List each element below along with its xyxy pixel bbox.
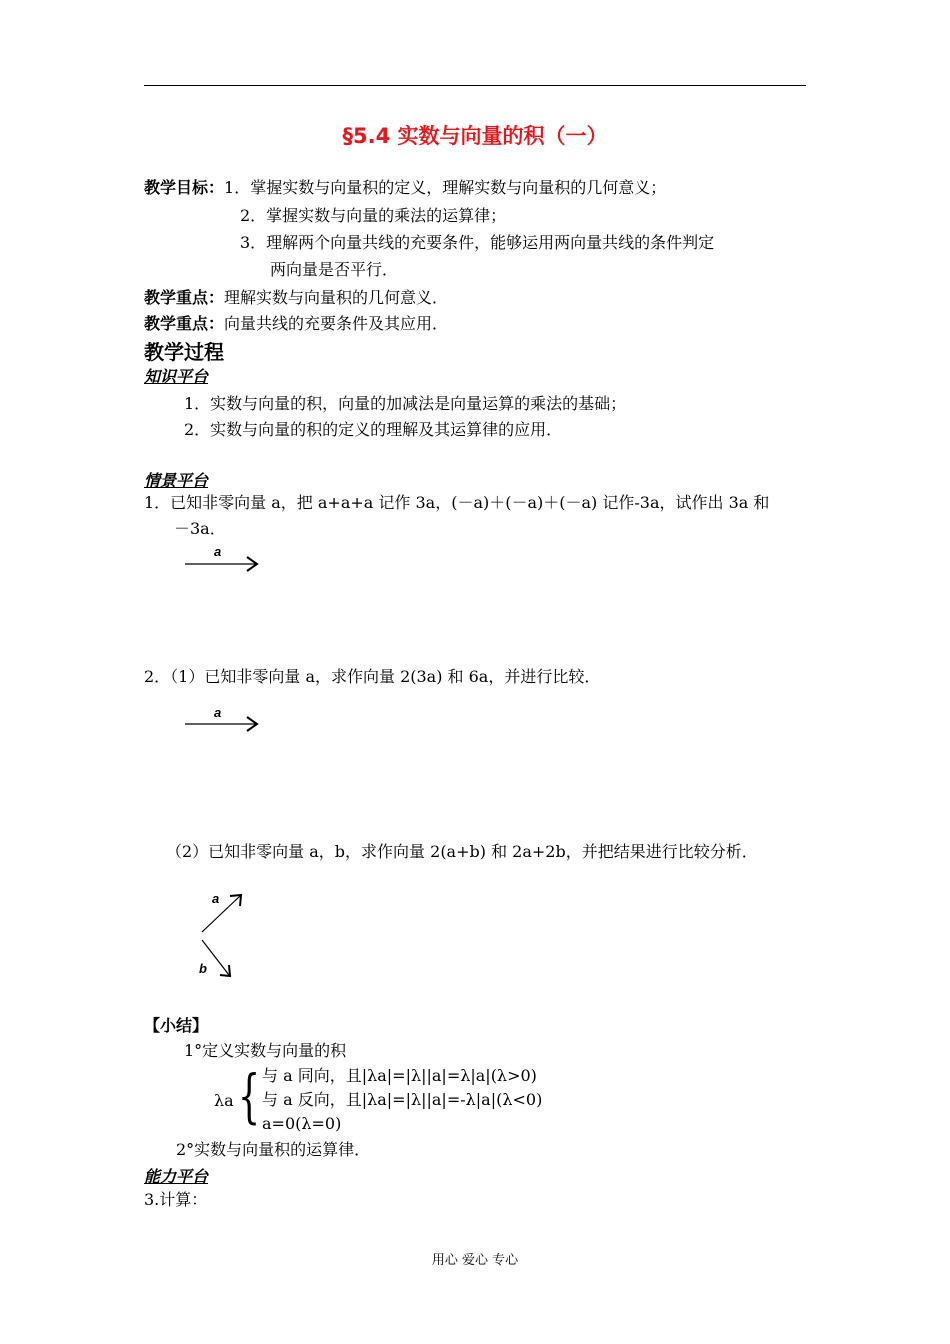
vector-a-label: a	[212, 891, 220, 906]
vector-b-label: b	[199, 961, 207, 976]
summary-point-1: 1°定义实数与向量的积	[184, 1041, 347, 1060]
summary-case-2: 与 a 反向，且|λa|=|λ||a|=-λ|a|(λ<0)	[262, 1090, 543, 1109]
difficult-point-label: 教学重点：	[144, 314, 225, 333]
vector-a-label: a	[214, 705, 222, 720]
difficult-point-text: 向量共线的充要条件及其应用．	[224, 314, 449, 333]
objective-item: 3．理解两个向量共线的充要条件，能够运用两向量共线的条件判定	[240, 233, 715, 252]
vector-a-arrow	[185, 715, 265, 735]
question-2-part-2: （2）已知非零向量 a，b，求作向量 2(a+b) 和 2a+2b，并把结果进行比较分析．	[166, 842, 758, 861]
knowledge-item: 2．实数与向量的积的定义的理解及其运算律的应用．	[184, 420, 563, 439]
process-heading: 教学过程	[144, 340, 224, 364]
page-title: §5.4 实数与向量的积（一）	[342, 124, 608, 148]
summary-case-1: 与 a 同向，且|λa|=|λ||a|=λ|a|(λ>0)	[262, 1066, 537, 1085]
ability-heading: 能力平台	[144, 1167, 209, 1186]
vector-a-arrow	[185, 555, 265, 575]
brace-symbol: {	[238, 1062, 261, 1130]
lambda-a: λa	[214, 1091, 234, 1110]
scenario-heading: 情景平台	[144, 471, 209, 490]
question-2-part-1: 2．（1）已知非零向量 a，求作向量 2(3a) 和 6a，并进行比较．	[144, 667, 601, 686]
vector-a-arrow	[200, 890, 260, 940]
objectives-block	[144, 177, 666, 199]
key-point-text: 理解实数与向量积的几何意义．	[224, 288, 449, 307]
page-footer: 用心 爱心 专心	[431, 1253, 519, 1268]
summary-heading: 【小结】	[144, 1016, 209, 1035]
header-rule	[144, 85, 806, 86]
summary-point-2: 2°实数与向量积的运算律．	[176, 1140, 371, 1159]
question-1-line-1: 1．已知非零向量 a，把 a+a+a 记作 3a，(－a)＋(－a)＋(－a) 记作-3a，试作出 3a 和	[144, 493, 770, 512]
objectives-label: 教学目标：	[144, 178, 225, 197]
knowledge-heading: 知识平台	[144, 367, 209, 386]
vector-b-arrow	[200, 938, 250, 988]
summary-case-3: a=0(λ=0)	[262, 1114, 342, 1133]
question-3: 3.计算：	[144, 1190, 208, 1209]
question-1-line-2: －3a．	[174, 519, 226, 538]
difficult-point	[144, 313, 448, 335]
vector-a-label: a	[214, 544, 222, 559]
knowledge-item: 1．实数与向量的积，向量的加减法是向量运算的乘法的基础；	[184, 394, 627, 413]
objective-item: 两向量是否平行．	[270, 260, 399, 279]
key-point	[144, 287, 448, 309]
objective-item: 2．掌握实数与向量的乘法的运算律；	[240, 206, 507, 225]
objective-item: 1．掌握实数与向量积的定义，理解实数与向量积的几何意义；	[224, 178, 667, 197]
key-point-label: 教学重点：	[144, 288, 225, 307]
